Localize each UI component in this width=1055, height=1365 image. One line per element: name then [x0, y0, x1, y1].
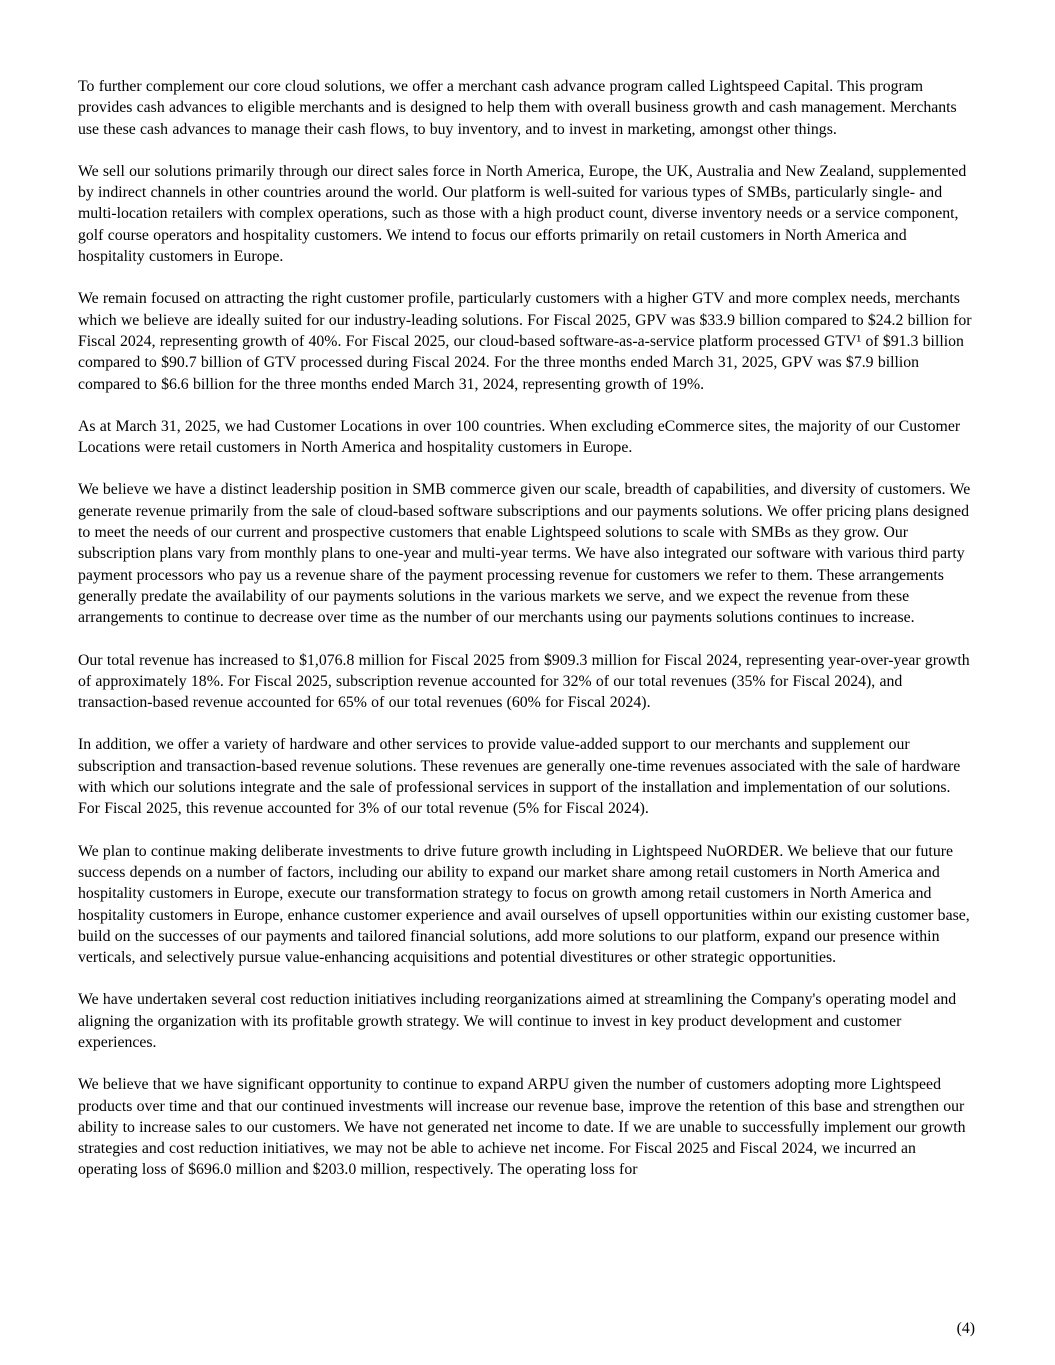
paragraph-cost-reduction: We have undertaken several cost reduction initiatives including reorganizations aimed at streamlining the Company's operating model and aligning the organization with its profitable growth strategy. We will continue to invest in key product development and customer experiences. — [78, 991, 957, 1051]
paragraph-customer-locations: As at March 31, 2025, we had Customer Locations in over 100 countries. When excluding eCommerce sites, the majority of our Customer Locations were retail customers in North America and hospitality customers in Europe. — [78, 417, 961, 457]
paragraph-gtv-gpv-metrics: We remain focused on attracting the right customer profile, particularly customers with a higher GTV and more complex needs, merchants which we believe are ideally suited for our industry-leading solutions. For Fiscal 2025, GPV was $33.9 billion compared to $24.2 billion for Fiscal 2024, representing growth of 40%. For Fiscal 2025, our cloud-based software-as-a-service platform processed GTV¹ of $91.3 billion compared to $90.7 billion of GTV processed during Fiscal 2024. For the three months ended March 31, 2025, GPV was $7.9 billion compared to $6.6 billion for the three months ended March 31, 2024, representing growth of 19%. — [78, 290, 972, 393]
page-number: (4) — [956, 1320, 975, 1337]
paragraph-future-growth: We plan to continue making deliberate investments to drive future growth including in Lightspeed NuORDER. We believe that our future success depends on a number of factors, including our ability to expand our market share among retail customers in North America and hospitality customers in Europe, execute our transformation strategy to focus on growth among retail customers in North America and hospitality customers in Europe, enhance customer experience and avail ourselves of upsell opportunities within our existing customer base, build on the successes of our payments and tailored financial solutions, add more solutions to our platform, expand our presence within verticals, and selectively pursue value-enhancing acquisitions and potential divestitures or other strategic opportunities. — [78, 842, 970, 967]
paragraph-cash-advance: To further complement our core cloud solutions, we offer a merchant cash advance program called Lightspeed Capital. This program provides cash advances to eligible merchants and is designed to help them with overall business growth and cash management. Merchants use these cash advances to manage their cash flows, to buy inventory, and to invest in marketing, amongst other things. — [78, 78, 957, 138]
paragraph-total-revenue: Our total revenue has increased to $1,076.8 million for Fiscal 2025 from $909.3 million for Fiscal 2024, representing year-over-year growth of approximately 18%. For Fiscal 2025, subscription revenue accounted for 32% of our total revenues (35% for Fiscal 2024), and transaction-based revenue accounted for 65% of our total revenues (60% for Fiscal 2024). — [78, 651, 970, 712]
paragraph-hardware-services: In addition, we offer a variety of hardware and other services to provide value-added support to our merchants and supplement our subscription and transaction-based revenue solutions. These revenues are generally one-time revenues associated with the sale of hardware with which our solutions integrate and the sale of professional services in support of the installation and implementation of our solutions. For Fiscal 2025, this revenue accounted for 3% of our total revenue (5% for Fiscal 2024). — [78, 736, 961, 818]
paragraph-arpu-opportunity: We believe that we have significant opportunity to continue to expand ARPU given the number of customers adopting more Lightspeed products over time and that our continued investments will increase our revenue base, improve the retention of this base and strengthen our ability to increase sales to our customers. We have not generated net income to date. If we are unable to successfully implement our growth strategies and cost reduction initiatives, we may not be able to achieve net income. For Fiscal 2025 and Fiscal 2024, we incurred an operating loss of $696.0 million and $203.0 million, respectively. The operating loss for — [78, 1076, 966, 1179]
paragraph-leadership-position: We believe we have a distinct leadership position in SMB commerce given our scale, breadth of capabilities, and diversity of customers. We generate revenue primarily from the sale of cloud-based software subscriptions and our payments solutions. We offer pricing plans designed to meet the needs of our current and prospective customers that enable Lightspeed solutions to scale with SMBs as they grow. Our subscription plans vary from monthly plans to one-year and multi-year terms. We have also integrated our software with various third party payment processors who pay us a revenue share of the payment processing revenue for customers we refer to them. These arrangements generally predate the availability of our payments solutions in the various markets we serve, and we expect the revenue from these arrangements to continue to decrease over time as the number of our merchants using our payments solutions continues to increase. — [78, 481, 971, 627]
paragraph-sales-channels: We sell our solutions primarily through our direct sales force in North America, Europe, the UK, Australia and New Zealand, supplemented by indirect channels in other countries around the world. Our platform is well-suited for various types of SMBs, particularly single- and multi-location retailers with complex operations, such as those with a high product count, diverse inventory needs or a service component, golf course operators and hospitality customers. We intend to focus our efforts primarily on retail customers in North America and hospitality customers in Europe. — [78, 162, 967, 266]
page-content — [78, 76, 975, 1202]
